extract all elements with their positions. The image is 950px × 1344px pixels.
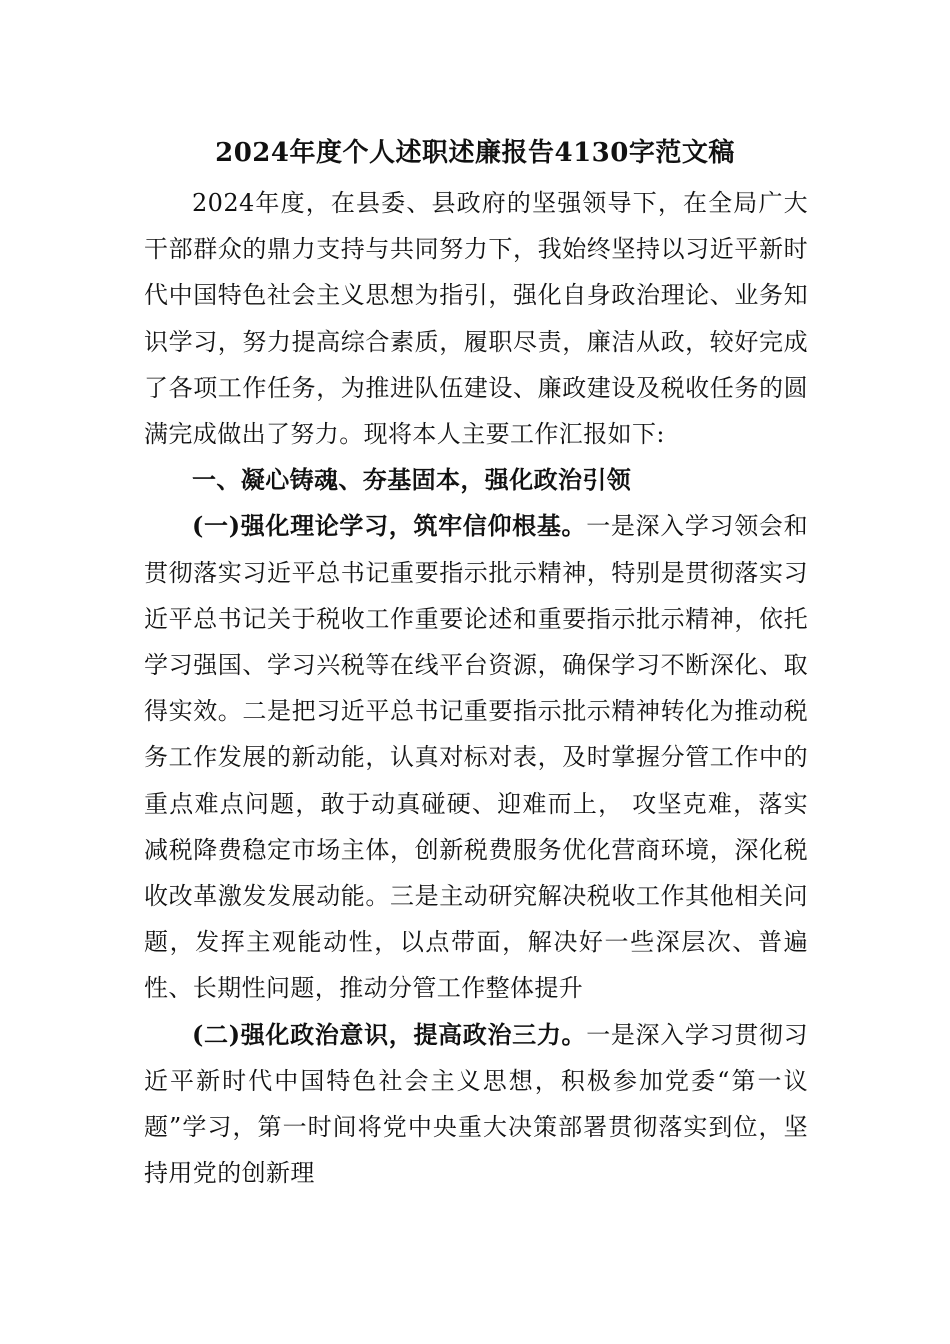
section-heading-1: 一、凝心铸魂、夯基固本，强化政治引领: [192, 465, 632, 495]
subsection-body-2: 一是深入学习贯彻习近平新时代中国特色社会主义思想，积极参加党委“第一议题”学习，第一时间将党中央重大决策部署贯彻落实到位，坚持用党的创新理: [144, 1020, 808, 1188]
subsection-title-1: (一)强化理论学习，筑牢信仰根基。: [192, 511, 587, 541]
subsection-body-1: 一是深入学习领会和贯彻落实习近平总书记重要指示批示精神，特别是贯彻落实习近平总书记关于税收工作重要论述和重要指示批示精神，依托学习强国、学习兴税等在线平台资源，确保学习不断深化、取得实效。二是把习近平总书记重要指示批示精神转化为推动税务工作发展的新动能，认真对标对表，及时掌握分管工作中的重点难点问题，敢于动真碰硬、迎难而上， 攻坚克难，落实减税降费稳定市场主体，创新税费服务优化营商环境，深化税收改革激发发展动能。三是主动研究解决税收工作其他相关问题，发挥主观能动性，以点带面，解决好一些深层次、普遍性、长期性问题，推动分管工作整体提升: [144, 512, 808, 1003]
document-title: 2024年度个人述职述廉报告4130字范文稿: [215, 138, 735, 168]
subsection-paragraph-2: [144, 1012, 808, 1197]
subsection-paragraph-1: [144, 503, 808, 1011]
document-body: [144, 180, 808, 1196]
subsection-title-2: (二)强化政治意识，提高政治三力。: [192, 1019, 587, 1049]
intro-paragraph: 2024年度，在县委、县政府的坚强领导下，在全局广大干部群众的鼎力支持与共同努力下，我始终坚持以习近平新时代中国特色社会主义思想为指引，强化自身政治理论、业务知识学习，努力提高综合素质，履职尽责，廉洁从政，较好完成了各项工作任务，为推进队伍建设、廉政建设及税收任务的圆满完成做出了努力。现将本人主要工作汇报如下:: [144, 189, 808, 449]
